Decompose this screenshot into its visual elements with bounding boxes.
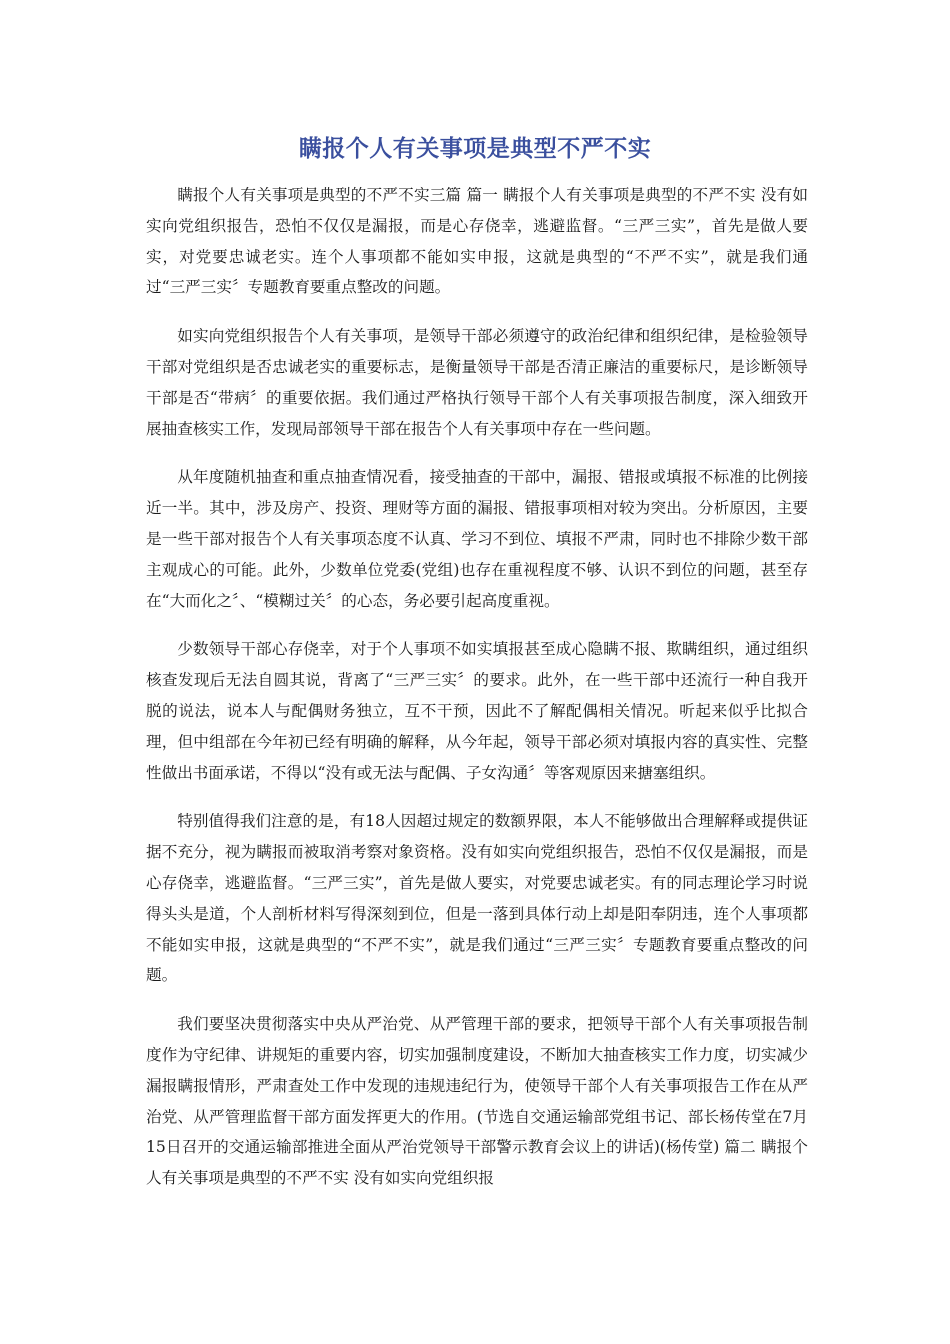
paragraph: 少数领导干部心存侥幸，对于个人事项不如实填报甚至成心隐瞒不报、欺瞒组织，通过组织核查发现后无法自圆其说，背离了“三严三实〞的要求。此外，在一些干部中还流行一种自我开脱的说法，说本人与配偶财务独立，互不干预，因此不了解配偶相关情况。听起来似乎比拟合理，但中组部在今年初已经有明确的解释，从今年起，领导干部必须对填报内容的真实性、完整性做出书面承诺，不得以“没有或无法与配偶、子女沟通〞等客观原因来搪塞组织。 <box>146 640 808 782</box>
paragraph: 瞒报个人有关事项是典型的不严不实三篇 篇一 瞒报个人有关事项是典型的不严不实 没有如实向党组织报告，恐怕不仅仅是漏报，而是心存侥幸，逃避监督。“三严三实”，首先是做人要实，对党要忠诚老实。连个人事项都不能如实申报，这就是典型的“不严不实”，就是我们通过“三严三实〞专题教育要重点整改的问题。 <box>146 186 808 297</box>
document-title: 瞒报个人有关事项是典型不严不实 <box>298 136 652 162</box>
paragraph: 从年度随机抽查和重点抽查情况看，接受抽查的干部中，漏报、错报或填报不标准的比例接近一半。其中，涉及房产、投资、理财等方面的漏报、错报事项相对较为突出。分析原因，主要是一些干部对报告个人有关事项态度不认真、学习不到位、填报不严肃，同时也不排除少数干部主观成心的可能。此外，少数单位党委(党组)也存在重视程度不够、认识不到位的问题，甚至存在“大而化之〞、“模糊过关〞的心态，务必要引起高度重视。 <box>146 468 808 610</box>
paragraph: 特别值得我们注意的是，有18人因超过规定的数额界限，本人不能够做出合理解释或提供证据不充分，视为瞒报而被取消考察对象资格。没有如实向党组织报告，恐怕不仅仅是漏报，而是心存侥幸，逃避监督。“三严三实”，首先是做人要实，对党要忠诚老实。有的同志理论学习时说得头头是道，个人剖析材料写得深刻到位，但是一落到具体行动上却是阳奉阴违，连个人事项都不能如实申报，这就是典型的“不严不实”，就是我们通过“三严三实〞专题教育要重点整改的问题。 <box>146 812 808 985</box>
paragraph: 如实向党组织报告个人有关事项，是领导干部必须遵守的政治纪律和组织纪律，是检验领导干部对党组织是否忠诚老实的重要标志，是衡量领导干部是否清正廉洁的重要标尺，是诊断领导干部是否“带病〞的重要依据。我们通过严格执行领导干部个人有关事项报告制度，深入细致开展抽查核实工作，发现局部领导干部在报告个人有关事项中存在一些问题。 <box>146 327 808 438</box>
paragraph: 我们要坚决贯彻落实中央从严治党、从严管理干部的要求，把领导干部个人有关事项报告制度作为守纪律、讲规矩的重要内容，切实加强制度建设，不断加大抽查核实工作力度，切实减少漏报瞒报情形，严肃查处工作中发现的违规违纪行为，使领导干部个人有关事项报告工作在从严治党、从严管理监督干部方面发挥更大的作用。(节选自交通运输部党组书记、部长杨传堂在7月15日召开的交通运输部推进全面从严治党领导干部警示教育会议上的讲话)(杨传堂) 篇二 瞒报个人有关事项是典型的不严不实 没有如实向党组织报 <box>146 1015 808 1188</box>
document-body <box>146 180 808 1212</box>
